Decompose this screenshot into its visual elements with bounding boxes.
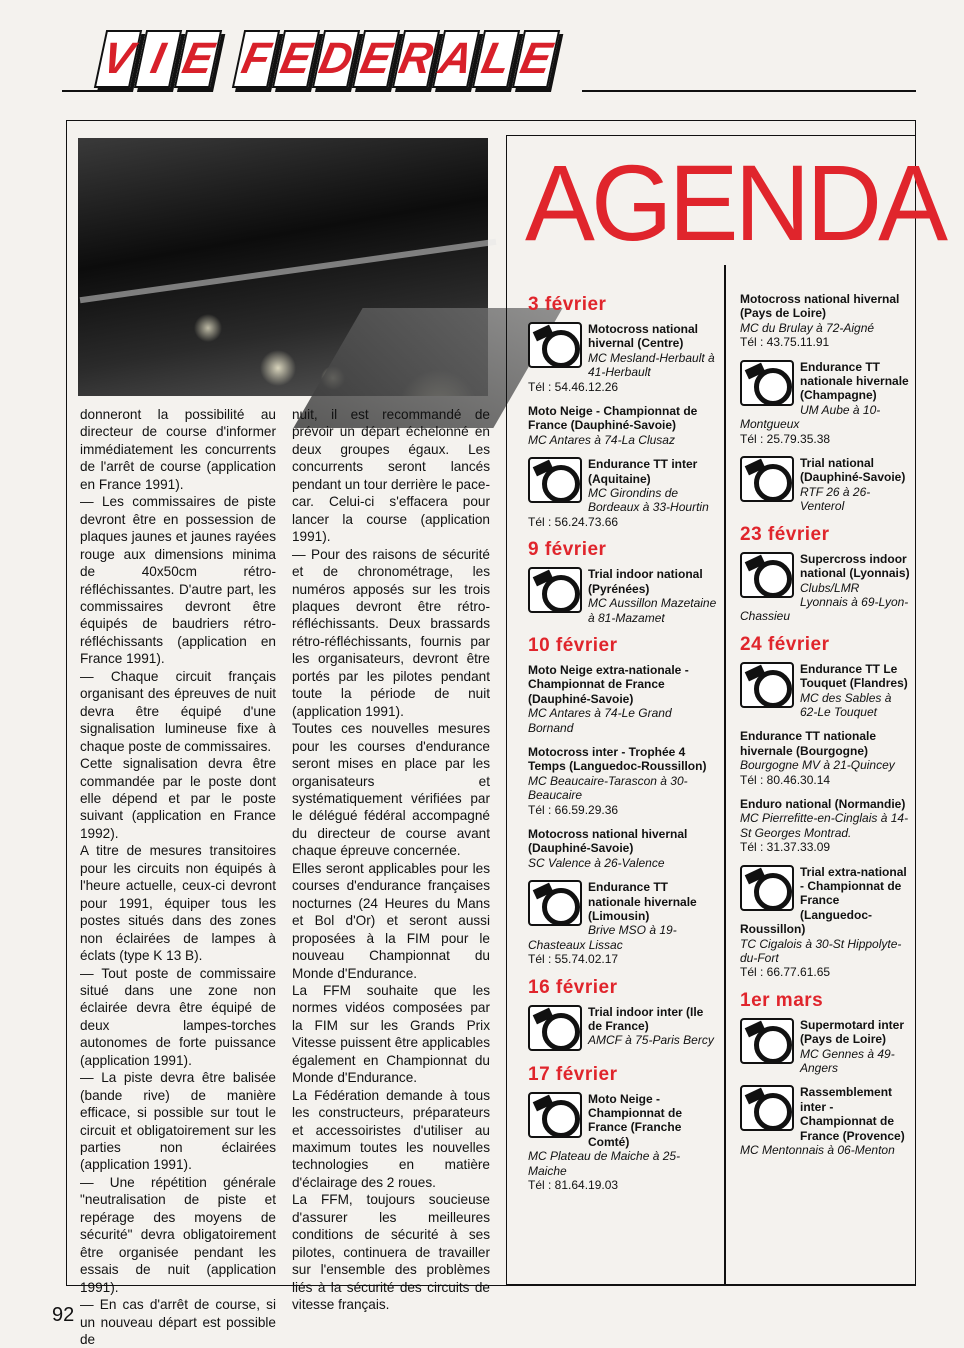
event-title: Rassemblement inter - Championnat de France (Provence) [800, 1085, 905, 1143]
event-phone: Tél : 56.24.73.66 [528, 514, 619, 529]
agenda-event [528, 745, 718, 817]
article-paragraph: — En cas d'arrêt de course, si un nouveau départ est possible de [80, 1297, 276, 1348]
agenda-event [740, 292, 910, 350]
event-organizer: UM Aube à 10-Montgueux [740, 402, 881, 432]
agenda-date: 1er mars [740, 989, 824, 1011]
agenda-column-1 [528, 292, 718, 1202]
event-title: Supercross indoor national (Lyonnais) [800, 551, 910, 581]
event-title: Endurance TT Le Touquet (Flandres) [800, 661, 908, 691]
agenda-event [528, 1005, 718, 1054]
event-organizer: Brive MSO à 19-Chasteaux Lissac [528, 923, 677, 952]
event-phone: Tél : 43.75.11.91 [740, 335, 830, 350]
header-letter: A [432, 30, 480, 88]
event-phone: Tél : 80.46.30.14 [740, 772, 831, 787]
supercross-icon [740, 552, 794, 598]
event-organizer: MC Aussillon Mazetaine à 81-Mazamet [588, 596, 717, 625]
agenda-date: 16 février [528, 976, 618, 998]
agenda-date: 10 février [528, 634, 618, 656]
article-paragraph: Cette signalisation devra être commandée par le poste dont elle dépend et par le poste suivant (application en France 1992). [80, 756, 276, 841]
endurance-icon [740, 360, 794, 406]
header-letter: E [512, 30, 560, 88]
event-title: Moto Neige - Championnat de France (Franche Comté) [588, 1091, 683, 1149]
event-organizer: MC Gennes à 49-Angers [800, 1046, 895, 1076]
event-title: Trial extra-national - Championnat de France (Languedoc-Roussillon) [740, 864, 907, 937]
event-organizer: MC Beaucaire-Tarascon à 30-Beaucaire [528, 773, 688, 803]
event-title: Motocross national hivernal (Dauphiné-Savoie) [528, 826, 688, 856]
event-title: Supermotard inter (Pays de Loire) [800, 1017, 905, 1047]
event-phone: Tél : 25.79.35.38 [740, 431, 831, 446]
rally-icon [740, 1085, 794, 1131]
event-organizer: MC des Sables à 62-Le Touquet [800, 690, 892, 719]
night-circuit-photo [78, 138, 488, 396]
header-letter: D [312, 30, 360, 88]
section-header [100, 30, 554, 88]
agenda-date: 23 février [740, 523, 830, 545]
event-title: Motocross inter - Trophée 4 Temps (Languedoc-Roussillon) [528, 744, 707, 774]
agenda-event [740, 729, 910, 787]
event-organizer: MC Girondins de Bordeaux à 33-Hourtin [588, 486, 709, 515]
event-organizer: MC Antares à 74-La Clusaz [528, 432, 675, 447]
event-title: Moto Neige - Championnat de France (Dauphiné-Savoie) [528, 404, 698, 433]
agenda-column-2 [740, 292, 910, 1168]
article-paragraph: — La piste devra être balisée (bande rive) de manière efficace, si possible sur tout le circuit et obligatoirement sur les parties non éclairées (application 1991). [80, 1070, 276, 1173]
header-letter: E [272, 30, 320, 88]
agenda-event [528, 880, 718, 966]
header-rule-left [62, 90, 102, 92]
article-paragraph: — Une répétition générale "neutralisation de piste et repérage des moyens de sécurité" devra obligatoirement être organisée pendant les essais de nuit (application 1991). [80, 1174, 276, 1295]
event-title: Moto Neige extra-nationale - Championnat de France (Dauphiné-Savoie) [528, 662, 689, 706]
article-paragraph: — Chaque circuit français organisant des épreuves de nuit devra être équipé d'une signalisation lumineuse fixe à chaque poste de commissaires. [80, 668, 276, 754]
header-letter: E [352, 30, 400, 88]
header-letter: F [232, 30, 280, 88]
event-organizer: AMCF à 75-Paris Bercy [588, 1033, 714, 1048]
agenda-event [528, 322, 718, 394]
trial-icon [740, 865, 794, 911]
article-paragraph: Toutes ces nouvelles mesures pour les courses d'endurance seront mises en place par les organisateurs et systématiquement vérifiées par le délégué fédéral accompagné du directeur de course avant chaque épreuve concernée. [292, 721, 490, 859]
article-paragraph: donneront la possibilité au directeur de course d'informer immédiatement les concurrents de l'arrêt de course (application en France 1991). [80, 407, 276, 492]
article-paragraph: A titre de mesures transitoires pour les circuits non équipés à l'heure actuelle, ceux-ci devront pour 1991, équiper tous les postes situés dans des zones non éclairées de lampes à éclats (type K 13 B). [80, 843, 276, 964]
article-paragraph: — Pour des raisons de sécurité et de chronométrage, les numéros apposés sur les trois plaques devront être rétro-réfléchissants. Deux brassards rétro-réfléchissants, fournis par les organisateurs, devront être portés par les pilotes pendant toute la période de nuit (application 1991). [292, 546, 490, 719]
event-organizer: MC Mesland-Herbault à 41-Herbault [588, 350, 715, 380]
event-organizer: MC Plateau de Maiche à 25-Maiche [528, 1149, 681, 1178]
header-letter: I [134, 30, 182, 88]
agenda-event [740, 865, 910, 980]
trial-icon [528, 1005, 582, 1051]
article-column-1 [80, 406, 276, 1348]
agenda-event [740, 456, 910, 514]
article-paragraph: La FFM souhaite que les normes vidéos composées par la FIM sur les Grands Prix Vitesse puissent être applicables également en Championnat du Monde d'Endurance. [292, 982, 490, 1086]
agenda-date: 24 février [740, 633, 830, 655]
agenda-event [740, 1018, 910, 1076]
agenda-divider [724, 265, 726, 1285]
event-title: Endurance TT nationale hivernale (Bourgogne) [740, 729, 877, 758]
agenda-event [528, 1092, 718, 1193]
agenda-date: 3 février [528, 294, 607, 315]
agenda-event [528, 567, 718, 625]
event-organizer: SC Valence à 26-Valence [528, 855, 665, 870]
event-phone: Tél : 66.59.29.36 [528, 802, 619, 817]
article-paragraph: La FFM, toujours soucieuse d'assurer les meilleures conditions de sécurité à ses pilotes, continuera de travailler sur l'ensemble des problèmes liés à la sécurité des circuits de vitesse français. [292, 1192, 490, 1313]
event-title: Enduro national (Normandie) [740, 796, 906, 811]
article-paragraph: — Les commissaires de piste devront être en possession de plaques jaunes et jaunes rayées rouge aux dimensions minima de 40x50cm rétro-réfléchissantes. D'autre part, les commissaires devront être équipés de baudriers rétro-réfléchissants (application en France 1991). [80, 494, 276, 667]
event-title: Endurance TT inter (Aquitaine) [588, 457, 698, 486]
agenda-date: 17 février [528, 1063, 618, 1085]
motocross-icon [528, 322, 582, 368]
event-phone: Tél : 54.46.12.26 [528, 379, 619, 394]
event-title: Trial indoor inter (Ile de France) [588, 1004, 704, 1034]
article-paragraph: La Fédération demande à tous les constructeurs, préparateurs et accessoiristes d'utiliser au maximum toutes les nouvelles technologies en matière d'éclairage des 2 roues. [292, 1087, 490, 1190]
trial-icon [528, 567, 582, 613]
event-title: Endurance TT nationale hivernale (Champagne) [800, 359, 909, 403]
agenda-event [528, 663, 718, 735]
event-organizer: RTF 26 à 26-Venterol [800, 484, 871, 514]
event-phone: Tél : 66.77.61.65 [740, 965, 831, 980]
article-paragraph: — Tout poste de commissaire situé dans une zone non éclairée devra être équipé de deux lampes-torches autonomes de forte puissance (application 1991). [80, 965, 276, 1068]
event-organizer: TC Cigalois à 30-St Hippolyte-du-Fort [740, 936, 902, 966]
agenda-event [740, 1085, 910, 1157]
trial-icon [740, 456, 794, 502]
event-title: Trial national (Dauphiné-Savoie) [800, 456, 906, 485]
header-letter: E [174, 30, 222, 88]
header-rule-right [582, 90, 916, 92]
agenda-event [740, 360, 910, 446]
agenda-event [740, 662, 910, 720]
event-organizer: MC Antares à 74-Le Grand Bornand [528, 706, 672, 735]
page-number: 92 [52, 1304, 75, 1326]
event-phone: Tél : 55.74.02.17 [528, 952, 619, 967]
event-organizer: Clubs/LMR Lyonnais à 69-Lyon-Chassieu [740, 580, 909, 624]
agenda-date: 9 février [528, 539, 607, 561]
agenda-title: AGENDA [525, 142, 945, 263]
event-phone: Tél : 81.64.19.03 [528, 1178, 619, 1193]
agenda-event [528, 457, 718, 529]
event-organizer: MC du Brulay à 72-Aigné [740, 320, 875, 335]
header-letter: L [472, 30, 520, 88]
article-paragraph: Elles seront applicables pour les courses d'endurance françaises nocturnes (24 Heures du Mans et Bol d'Or) et seront aussi proposées à la FIM pour le nouveau Championnat du Monde d'Endurance. [292, 860, 490, 981]
agenda-event [740, 797, 910, 855]
article-column-2 [292, 406, 490, 1314]
event-phone: Tél : 31.37.33.09 [740, 840, 831, 855]
agenda-event [528, 404, 718, 447]
agenda-event [740, 552, 910, 624]
event-organizer: MC Mentonnais à 06-Menton [740, 1143, 895, 1158]
event-organizer: MC Pierrefitte-en-Cinglais à 14-St Georges Montrad. [740, 811, 909, 840]
article-paragraph: nuit, il est recommandé de prévoir un départ échelonné en deux groupes égaux. Les concurrents seront lancés pendant un tour derrière le pace-car. Celui-ci s'effacera pour lancer la course (application 1991). [292, 407, 490, 545]
endurance-icon [528, 880, 582, 926]
event-title: Motocross national hivernal (Pays de Loire) [740, 292, 900, 321]
event-title: Trial indoor national (Pyrénées) [588, 567, 703, 596]
event-title: Endurance TT nationale hivernale (Limousin) [588, 880, 697, 923]
header-letter: V [94, 30, 142, 88]
endurance-icon [740, 662, 794, 708]
event-title: Motocross national hivernal (Centre) [588, 322, 699, 351]
snow-icon [528, 1092, 582, 1138]
event-organizer: Bourgogne MV à 21-Quincey [740, 758, 895, 773]
supermotard-icon [740, 1018, 794, 1064]
header-letter: R [392, 30, 440, 88]
agenda-event [528, 827, 718, 870]
endurance-icon [528, 457, 582, 503]
